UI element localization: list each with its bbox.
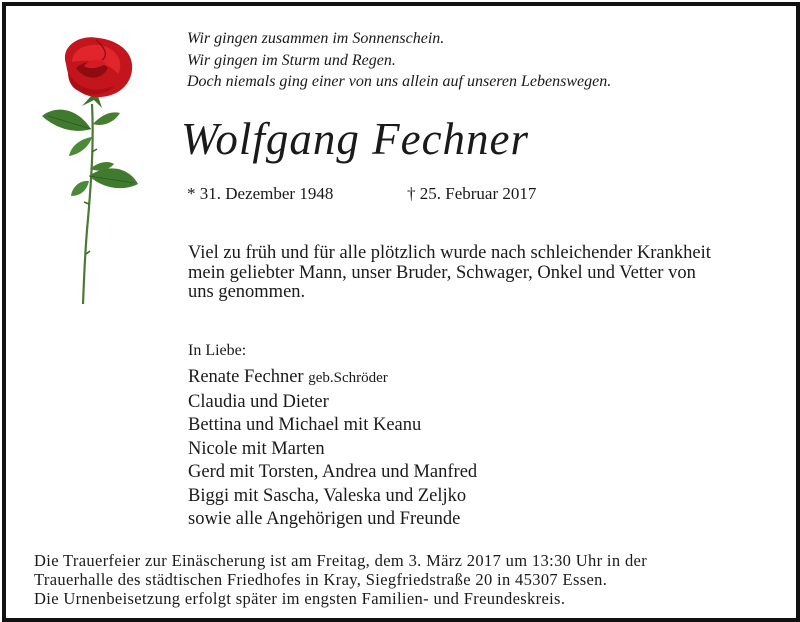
poem-line: Doch niemals ging einer von uns allein auf unseren Lebenswegen. xyxy=(187,73,612,90)
maiden-name: geb.Schröder xyxy=(308,370,388,386)
mourner-entry: Biggi mit Sascha, Valeska und Zeljko xyxy=(188,485,467,506)
funeral-info xyxy=(34,551,647,608)
death-date: † 25. Februar 2017 xyxy=(407,184,537,203)
obituary-message xyxy=(188,244,788,303)
mourner-entry: sowie alle Angehörigen und Freunde xyxy=(188,509,461,529)
mourners-heading: In Liebe: xyxy=(188,342,247,359)
deceased-name: Wolfgang Fechner xyxy=(181,114,530,164)
mourner-entry: Bettina und Michael mit Keanu xyxy=(188,415,422,435)
message-line: uns genommen. xyxy=(188,282,306,302)
message-line: mein geliebter Mann, unser Bruder, Schwager, Onkel und Vetter von xyxy=(188,262,696,283)
mourner-name: Renate Fechner xyxy=(188,367,304,387)
mourner-entry: Nicole mit Marten xyxy=(188,438,325,459)
mourner-entry: Claudia und Dieter xyxy=(188,391,329,412)
poem-line: Wir gingen im Sturm und Regen. xyxy=(187,51,396,69)
obituary-card xyxy=(2,2,800,622)
message-line: Viel zu früh und für alle plötzlich wurde nach schleichender Krankheit xyxy=(188,243,711,263)
red-rose-icon xyxy=(36,34,146,309)
poem xyxy=(187,28,611,93)
mourners-list xyxy=(188,366,477,532)
poem-line: Wir gingen zusammen im Sonnenschein. xyxy=(187,30,445,47)
mourner-entry: Gerd mit Torsten, Andrea und Manfred xyxy=(188,462,478,482)
mourner-entry xyxy=(188,366,477,391)
funeral-info-line: Die Urnenbeisetzung erfolgt später im engsten Familien- und Freundeskreis. xyxy=(34,589,566,608)
birth-date: * 31. Dezember 1948 xyxy=(187,184,334,203)
funeral-info-line: Trauerhalle des städtischen Friedhofes in Kray, Siegfriedstraße 20 in 45307 Essen. xyxy=(34,570,608,589)
funeral-info-line: Die Trauerfeier zur Einäscherung ist am Freitag, dem 3. März 2017 um 13:30 Uhr in der xyxy=(34,551,648,570)
